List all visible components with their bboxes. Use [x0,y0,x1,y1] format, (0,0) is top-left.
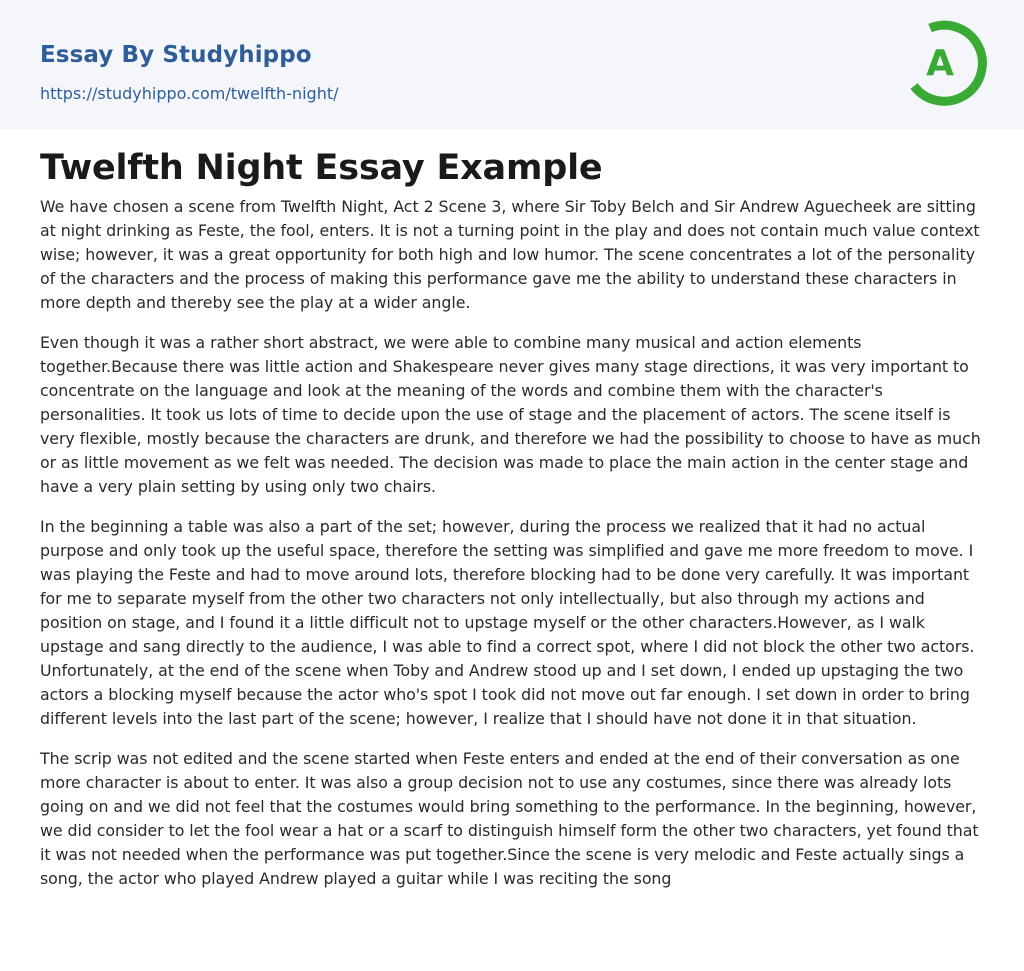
essay-paragraph-4: The scrip was not edited and the scene started when Feste enters and ended at the end of their conversation as one more character is about to enter. It was also a group decision not to use any costumes, since there was already lots going on and we did not feel that the costumes would bring something to the performance. In the beginning, however, we did consider to let the fool wear a hat or a scarf to distinguish himself form the other two characters, yet found that it was not needed when the performance was put together.Since the scene is very melodic and Feste actually sings a song, the actor who played Andrew played a guitar while I was reciting the song [40,749,979,888]
essay-paragraph-3: In the beginning a table was also a part of the set; however, during the process we realized that it had no actual purpose and only took up the useful space, therefore the setting was simplified and gave me more freedom to move. I was playing the Feste and had to move around lots, therefore blocking had to be done very carefully. It was important for me to separate myself from the other two characters not only intellectually, but also through my actions and position on stage, and I found it a little difficult not to upstage myself or the other characters.However, as I walk upstage and sang directly to the audience, I was able to find a correct spot, where I did not block the other two actors. Unfortunately, at the end of the scene when Toby and Andrew stood up and I set down, I ended up upstaging the two actors a blocking myself because the actor who's spot I took did not move out far enough. I set down in order to bring different levels into the last part of the scene; however, I realize that I should have not done it in that situation. [40,517,975,728]
logo-letter: A [926,43,954,84]
essay-paragraph-1: We have chosen a scene from Twelfth Night, Act 2 Scene 3, where Sir Toby Belch and Sir Andrew Aguecheek are sitting at night drinking as Feste, the fool, enters. It is not a turning point in the play and does not contain much value context wise; however, it was a great opportunity for both high and low humor. The scene concentrates a lot of the personality of the characters and the process of making this performance gave me the ability to understand these characters in more depth and thereby see the play at a wider angle. [40,197,980,312]
site-title: Essay By Studyhippo [40,42,312,68]
site-header [0,0,1024,129]
essay-url-link[interactable]: https://studyhippo.com/twelfth-night/ [40,84,339,103]
article [40,146,984,891]
essay-paragraph-2: Even though it was a rather short abstract, we were able to combine many musical and action elements together.Because there was little action and Shakespeare never gives many stage directions, it was very important to concentrate on the language and look at the meaning of the words and combine them with the character's personalities. It took us lots of time to decide upon the use of stage and the placement of actors. The scene itself is very flexible, mostly because the characters are drunk, and therefore we had the possibility to choose to have as much or as little movement as we felt was needed. The decision was made to place the main action in the center stage and have a very plain setting by using only two chairs. [40,333,981,496]
page-title: Twelfth Night Essay Example [40,148,603,188]
studyhippo-logo-icon[interactable] [904,18,988,106]
